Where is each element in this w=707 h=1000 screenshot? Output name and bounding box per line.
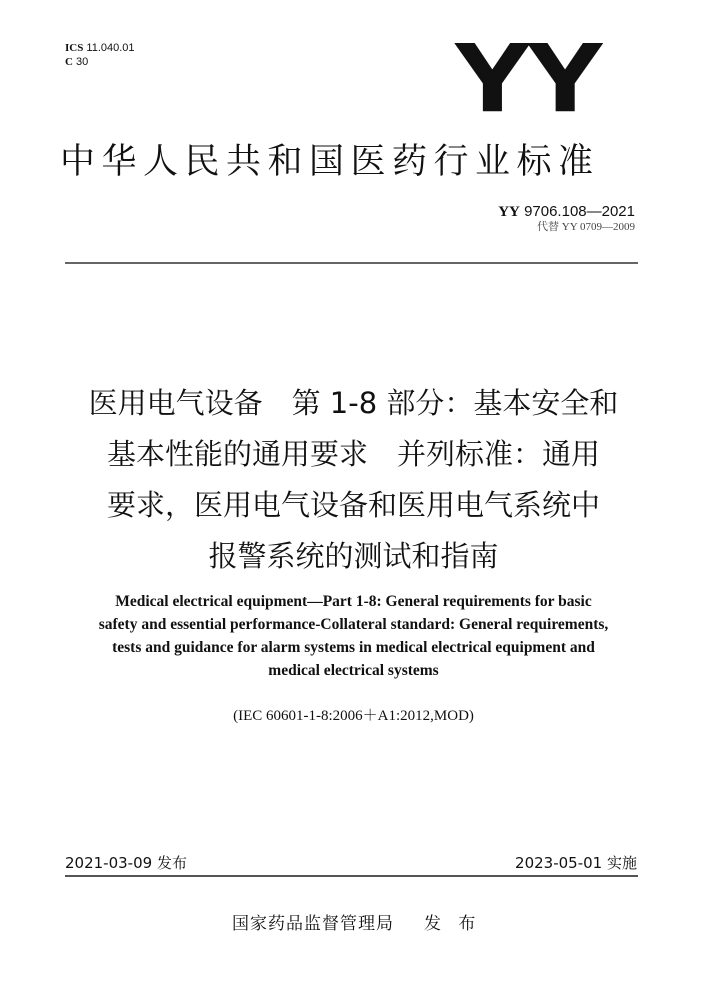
- ics-label: ICS: [65, 42, 84, 54]
- publisher: 国家药品监督管理局: [232, 914, 394, 934]
- standard-code: 9706.108—2021: [524, 203, 635, 220]
- english-title-line: Medical electrical equipment—Part 1-8: General requirements for basic: [115, 593, 592, 610]
- chinese-title-line: 报警系统的测试和指南: [208, 539, 499, 573]
- standard-prefix: YY: [498, 204, 520, 220]
- yy-logo: YY: [455, 24, 601, 131]
- english-title-line: safety and essential performance-Collateral standard: General requirements,: [98, 616, 609, 633]
- effective-date: 2023-05-01 实施: [515, 854, 637, 872]
- chinese-title-line: 要求，医用电气设备和医用电气系统中: [106, 488, 600, 522]
- publisher-line: [232, 909, 481, 934]
- publish-label: 发 布: [424, 914, 482, 934]
- chinese-title-line: 医用电气设备 第 1-8 部分：基本安全和: [88, 386, 619, 420]
- replaces-standard: 代替 YY 0709—2009: [537, 221, 635, 233]
- ccs-code: 30: [76, 56, 89, 68]
- ccs-label: C: [65, 56, 73, 68]
- english-title-line: medical electrical systems: [268, 662, 439, 679]
- header-divider: [65, 262, 638, 264]
- organization-title: 中华人民共和国医药行业标准: [60, 142, 600, 182]
- issue-date: 2021-03-09 发布: [65, 854, 187, 872]
- english-title-line: tests and guidance for alarm systems in medical electrical equipment and: [112, 639, 595, 656]
- ics-code: 11.040.01: [86, 42, 135, 54]
- chinese-title: [40, 378, 667, 582]
- english-title: [40, 590, 667, 682]
- chinese-title-line: 基本性能的通用要求 并列标准：通用: [106, 437, 600, 471]
- standard-number: [498, 203, 635, 221]
- classification-codes: [65, 41, 135, 69]
- adoption-note: (IEC 60601-1-8:2006＋A1:2012,MOD): [233, 708, 474, 724]
- footer-divider: [65, 875, 638, 877]
